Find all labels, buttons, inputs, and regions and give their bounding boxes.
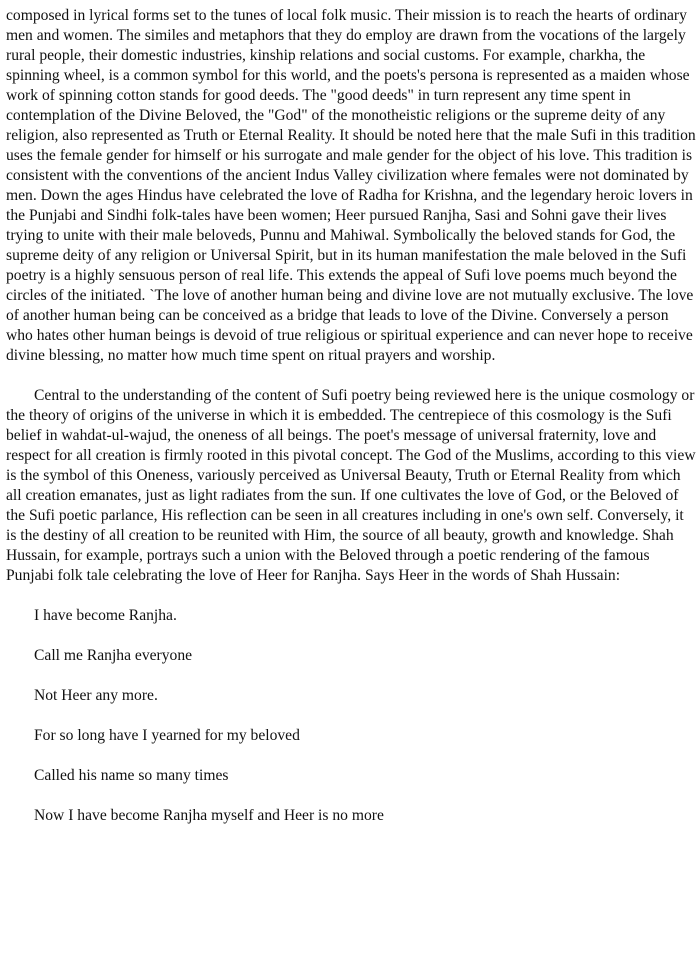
document-page: [6, 6, 696, 826]
verse-block: [6, 606, 696, 826]
body-paragraph-2: Central to the understanding of the content of Sufi poetry being reviewed here is the unique cosmology or the theory of origins of the universe in which it is embedded. The centrepiece of this cosmology is the Sufi belief in wahdat-ul-wajud, the oneness of all beings. The poet's message of universal fraternity, love and respect for all creation is firmly rooted in this pivotal concept. The God of the Muslims, according to this view is the symbol of this Oneness, variously perceived as Universal Beauty, Truth or Eternal Reality from which all creation emanates, just as light radiates from the sun. If one cultivates the love of God, or the Beloved of the Sufi poetic parlance, His reflection can be seen in all creatures including in one's own self. Conversely, it is the destiny of all creation to be reunited with Him, the source of all beauty, growth and knowledge. Shah Hussain, for example, portrays such a union with the Beloved through a poetic rendering of the famous Punjabi folk tale celebrating the love of Heer for Ranjha. Says Heer in the words of Shah Hussain:: [6, 387, 696, 584]
verse-line: I have become Ranjha.: [34, 607, 177, 624]
body-paragraph-1: composed in lyrical forms set to the tunes of local folk music. Their mission is to reach the hearts of ordinary men and women. The similes and metaphors that they do employ are drawn from the vocations of the largely rural people, their domestic industries, kinship relations and social customs. For example, charkha, the spinning wheel, is a common symbol for this world, and the poets's persona is represented as a maiden whose work of spinning cotton stands for good deeds. The "good deeds" in turn represent any time spent in contemplation of the Divine Beloved, the "God" of the monotheistic religions or the supreme deity of any religion, also represented as Truth or Eternal Reality. It should be noted here that the male Sufi in this tradition uses the female gender for himself or his surrogate and male gender for the object of his love. This tradition is consistent with the conventions of the ancient Indus Valley civilization where females were not dominated by men. Down the ages Hindus have celebrated the love of Radha for Krishna, and the legendary heroic lovers in the Punjabi and Sindhi folk-tales have been women; Heer pursued Ranjha, Sasi and Sohni gave their lives trying to unite with their male beloveds, Punnu and Mahiwal. Symbolically the beloved stands for God, the supreme deity of any religion or Universal Spirit, but in its human manifestation the male beloved in the Sufi poetry is a highly sensuous person of real life. This extends the appeal of Sufi love poems much beyond the circles of the initiated. `The love of another human being and divine love are not mutually exclusive. The love of another human being can be conceived as a bridge that leads to love of the Divine. Conversely a person who hates other human beings is devoid of true religious or spiritual experience and can never hope to receive divine blessing, no matter how much time spent on ritual prayers and worship.: [6, 7, 696, 364]
verse-line: For so long have I yearned for my beloved: [34, 727, 300, 744]
verse-line: Called his name so many times: [34, 767, 229, 784]
verse-line: Now I have become Ranjha myself and Heer is no more: [34, 807, 384, 824]
verse-line: Call me Ranjha everyone: [34, 647, 193, 664]
verse-line: Not Heer any more.: [34, 687, 158, 704]
